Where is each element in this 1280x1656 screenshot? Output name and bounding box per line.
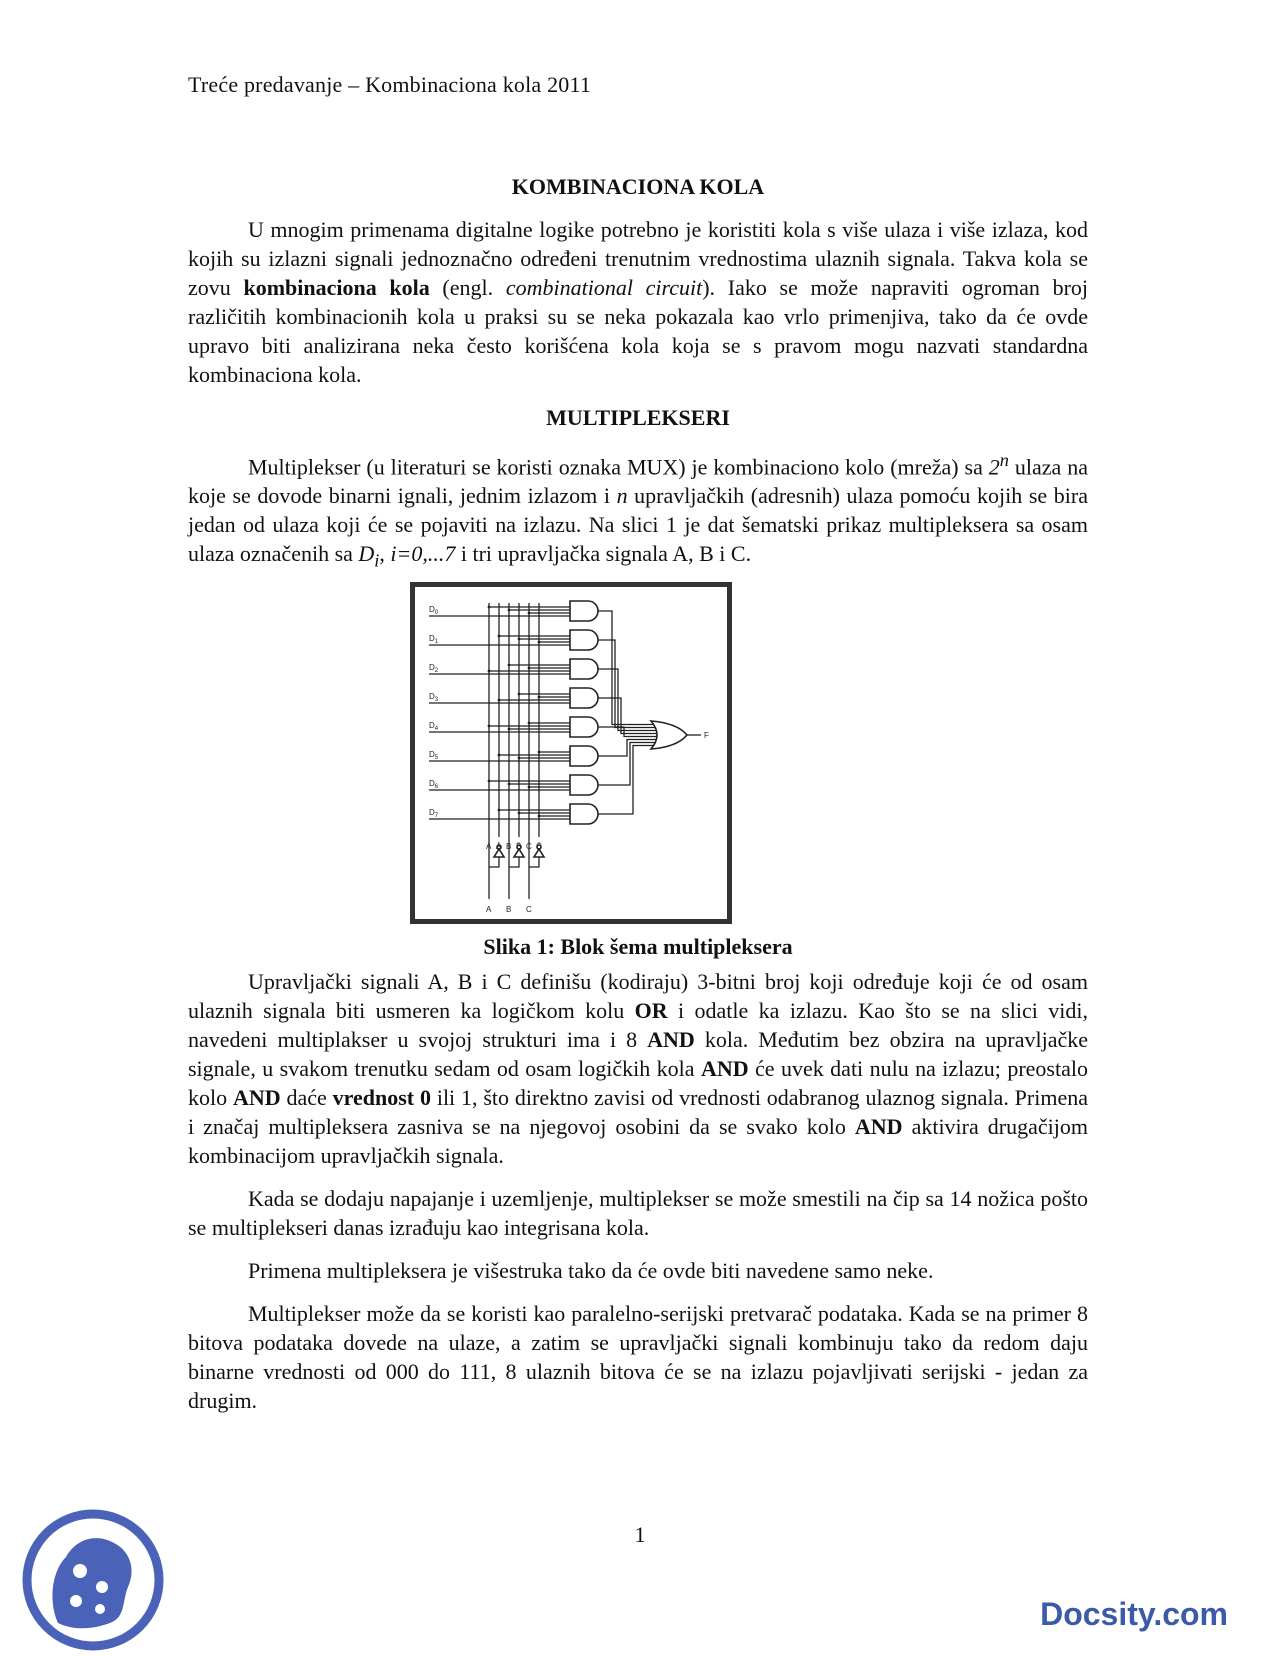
and-gate — [570, 717, 598, 737]
page-number: 1 — [634, 1522, 646, 1547]
junction-dot — [498, 808, 501, 811]
input-label: $D_0$ — [429, 604, 439, 616]
junction-dot — [528, 611, 531, 614]
and-gate — [570, 601, 598, 621]
and-gate — [570, 775, 598, 795]
paragraph-control-signals: Upravljački signali A, B i C definišu (kodiraju) 3-bitni broj koji određuje koji će od osam ulaznih signala biti usmeren ka logičkom kolu OR i odatle ka izlazu. Kao što se na slici vidi, navedeni multiplakser u svojoj strukturi ima i 8 AND kola. Međutim bez obzira na upravljačke signale, u svakom trenutku sedam od osam logičkih kola AND će uvek dati nulu na izlazu; preostalo kolo AND daće vrednost 0 ili 1, što direktno zavisi od vrednosti odabranog ulaznog signala. Primena i značaj multipleksera zasniva se na njegovoj osobini da se svako kolo AND aktivira drugačijom kombinacijom upravljačkih signala. — [188, 968, 1088, 1168]
selector-line-label: C̄ — [536, 841, 542, 851]
input-label: $D_2$ — [429, 662, 439, 674]
paragraph-parallel-serial: Multiplekser može da se koristi kao paralelno-serijski pretvarač podataka. Kada se na primer 8 bitova podataka dovede na ulaze, a zatim se upravljački signali kombinuju tako da redom daju binarne vrednosti od 000 do 111, 8 ulaznih bitova će se na izlazu pojavljivati serijski - jedan za drugim. — [188, 1300, 1088, 1413]
inverter-wire — [489, 857, 499, 867]
paragraph-chip: Kada se dodaju napajanje i uzemljenje, multiplekser se može smestili na čip sa 14 nožica pošto se multiplekseri danas izrađuju kao integrisana kola. — [188, 1185, 1088, 1240]
input-label: $D_1$ — [429, 633, 439, 645]
junction-dot — [488, 605, 491, 608]
paragraph-applications: Primena multipleksera je višestruka tako da će ovde biti navedene samo neke. — [248, 1257, 934, 1283]
junction-dot — [508, 782, 511, 785]
docsity-logo-icon — [18, 1505, 168, 1655]
output-label: F — [704, 730, 709, 740]
select-input-label: B — [506, 904, 512, 914]
and-gate — [570, 746, 598, 766]
junction-dot — [508, 727, 511, 730]
section-heading-multiplekseri: MULTIPLEKSERI — [546, 405, 730, 430]
junction-dot — [528, 721, 531, 724]
junction-dot — [498, 634, 501, 637]
page-content — [188, 172, 1088, 1429]
paragraph-mux-definition: Multiplekser (u literaturi se koristi oznaka MUX) je kombinaciono kolo (mreža) sa 2$^n$ ulaza na koje se dovode binarni ignali, jednim izlazom i n upravljačkih (adresnih) ulaza pomoću kojih se bira jedan od ulaza koji će se pojaviti na izlazu. Na slici 1 je dat šematski prikaz multipleksera sa osam ulaza označenih sa $D_i$, i=0,...7 i tri upravljačka signala A, B i C. — [188, 450, 1088, 571]
and-to-or-wire — [598, 640, 657, 728]
junction-dot — [508, 663, 511, 666]
junction-dot — [538, 640, 541, 643]
inverter-wire — [529, 857, 539, 867]
inverter-wire — [509, 857, 519, 867]
and-to-or-wire — [598, 727, 657, 737]
junction-dot — [508, 608, 511, 611]
selector-line-label: B̄ — [516, 841, 522, 851]
junction-dot — [538, 750, 541, 753]
junction-dot — [488, 779, 491, 782]
junction-dot — [538, 695, 541, 698]
and-to-or-wire — [598, 611, 657, 725]
junction-dot — [518, 692, 521, 695]
junction-dot — [518, 811, 521, 814]
and-gate — [570, 688, 598, 708]
and-gate — [570, 630, 598, 650]
junction-dot — [528, 666, 531, 669]
page-header: Treće predavanje – Kombinaciona kola 2011 — [188, 72, 592, 97]
mux-schematic — [415, 587, 727, 919]
figure-caption: Slika 1: Blok šema multipleksera — [483, 933, 793, 959]
and-gate — [570, 659, 598, 679]
selector-line-label: C — [526, 841, 532, 851]
and-gate — [570, 804, 598, 824]
and-to-or-wire — [598, 698, 657, 734]
and-to-or-wire — [598, 669, 657, 731]
section-heading-kombinaciona: KOMBINACIONA KOLA — [511, 174, 765, 199]
select-input-label: C — [526, 904, 532, 914]
junction-dot — [518, 756, 521, 759]
input-label: $D_3$ — [429, 691, 439, 703]
selector-line-label: B — [506, 841, 512, 851]
junction-dot — [518, 637, 521, 640]
select-input-label: A — [486, 904, 492, 914]
input-label: $D_6$ — [429, 778, 439, 790]
mux-figure — [410, 582, 732, 924]
junction-dot — [538, 814, 541, 817]
junction-dot — [498, 753, 501, 756]
input-label: $D_7$ — [429, 807, 439, 819]
or-gate — [651, 721, 687, 749]
docsity-brand: Docsity.com — [1040, 1596, 1228, 1632]
input-label: $D_5$ — [429, 749, 439, 761]
junction-dot — [488, 669, 491, 672]
selector-line-label: Ā — [496, 841, 502, 851]
junction-dot — [498, 698, 501, 701]
junction-dot — [488, 724, 491, 727]
input-label: $D_4$ — [429, 720, 439, 732]
selector-line-label: A — [486, 841, 492, 851]
paragraph-intro: U mnogim primenama digitalne logike potrebno je koristiti kola s više ulaza i više izlaza, kod kojih su izlazni signali jednoznačno određeni trenutnim vrednostima ulaznih signala. Takva kola se zovu kombinaciona kola (engl. combinational circuit). Iako se može napraviti ogroman broj različitih kombinacionih kola u praksi su se neka pokazala kao vrlo primenjiva, tako da će ovde upravo biti analizirana neka često korišćena kola koja se s pravom mogu nazvati standardna kombinaciona kola. — [188, 217, 1089, 387]
junction-dot — [528, 785, 531, 788]
